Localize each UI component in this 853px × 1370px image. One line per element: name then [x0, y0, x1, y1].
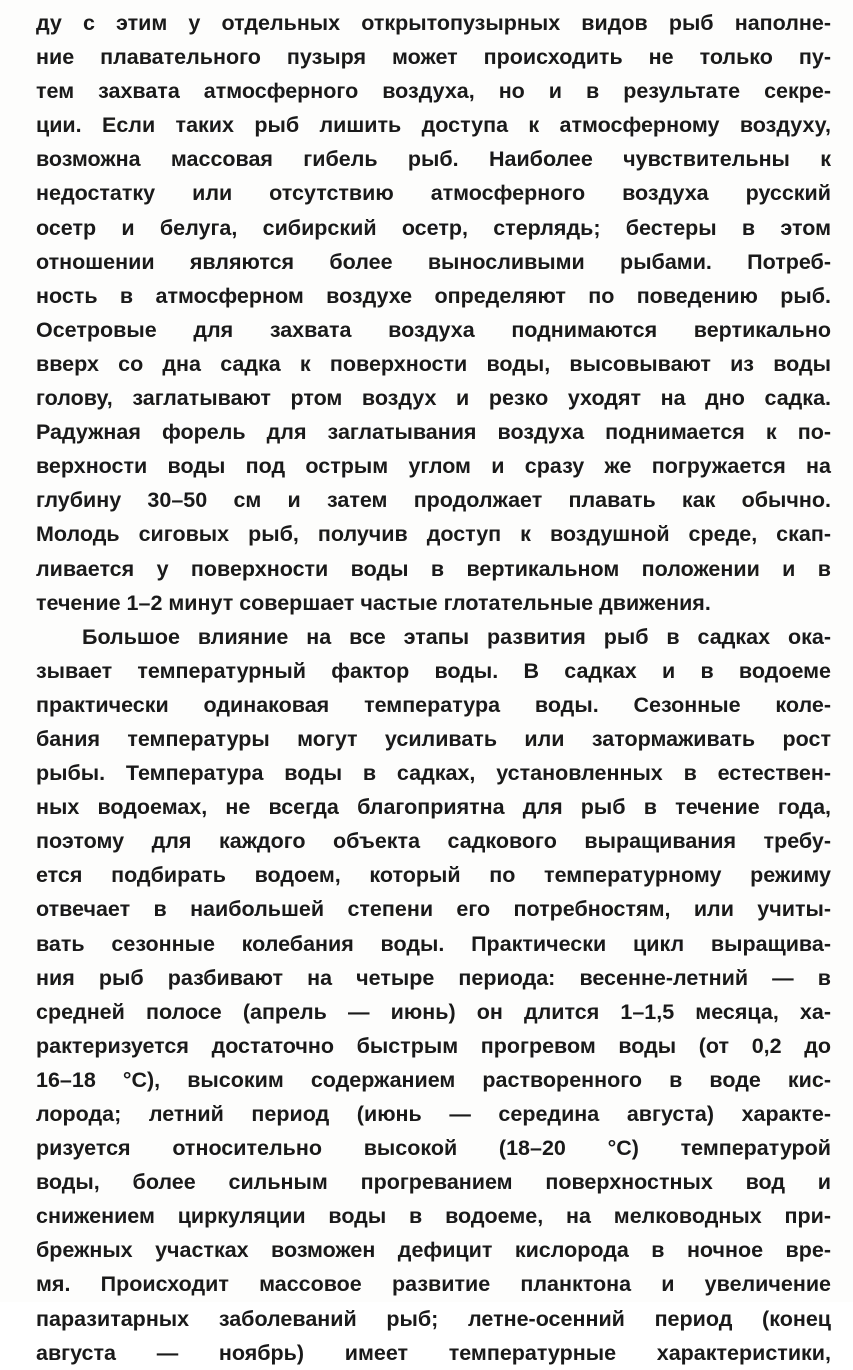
text-line: Молодь сиговых рыб, получив доступ к воздушной среде, скап-: [36, 522, 831, 547]
text-line: ние плавательного пузыря может происходить не только пу-: [36, 45, 831, 70]
text-line: верхности воды под острым углом и сразу же погружается на: [36, 454, 831, 479]
text-line: ливается у поверхности воды в вертикальном положении и в: [36, 556, 831, 581]
text-line: глубину 30–50 см и затем продолжает плавать как обычно.: [36, 488, 831, 513]
text-line: ду с этим у отдельных открытопузырных видов рыб наполне-: [36, 11, 831, 35]
text-line: отношении являются более выносливыми рыбами. Потреб-: [36, 249, 831, 274]
text-line: вать сезонные колебания воды. Практически цикл выращива-: [36, 931, 831, 956]
text-line: ния рыб разбивают на четыре периода: весенне-летний — в: [36, 965, 831, 990]
text-line: Осетровые для захвата воздуха поднимаются вертикально: [36, 317, 831, 342]
text-line: бания температуры могут усиливать или затормаживать рост: [36, 726, 831, 751]
text-line: паразитарных заболеваний рыб; летне-осенний период (конец: [36, 1306, 831, 1331]
body-text: [36, 6, 831, 1370]
text-line: голову, заглатывают ртом воздух и резко уходят на дно садка.: [36, 386, 831, 411]
text-line: вверх со дна садка к поверхности воды, высовывают из воды: [36, 351, 831, 376]
text-line: ризуется относительно высокой (18–20 °С) температурой: [36, 1136, 831, 1161]
text-line: поэтому для каждого объекта садкового выращивания требу-: [36, 829, 831, 854]
text-line: рыбы. Температура воды в садках, установленных в естествен-: [36, 761, 831, 786]
text-line: снижением циркуляции воды в водоеме, на мелководных при-: [36, 1204, 831, 1229]
text-line: отвечает в наибольшей степени его потребностям, или учиты-: [36, 897, 831, 922]
text-line: мя. Происходит массовое развитие планктона и увеличение: [36, 1272, 831, 1297]
text-line: практически одинаковая температура воды. Сезонные коле-: [36, 692, 831, 717]
text-line: возможна массовая гибель рыб. Наиболее чувствительны к: [36, 147, 831, 172]
text-line: брежных участках возможен дефицит кислорода в ночное вре-: [36, 1238, 831, 1263]
text-line: осетр и белуга, сибирский осетр, стерлядь; бестеры в этом: [36, 215, 831, 240]
text-line: ность в атмосферном воздухе определяют по поведению рыб.: [36, 283, 831, 308]
text-line: тем захвата атмосферного воздуха, но и в результате секре-: [36, 79, 831, 104]
text-line: Большое влияние на все этапы развития рыб в садках ока-: [82, 624, 831, 649]
text-line: средней полосе (апрель — июнь) он длится 1–1,5 месяца, ха-: [36, 999, 831, 1024]
text-line: воды, более сильным прогреванием поверхностных вод и: [36, 1170, 831, 1195]
text-line: августа — ноябрь) имеет температурные характеристики,: [36, 1340, 831, 1365]
text-line: 16–18 °С), высоким содержанием растворенного в воде кис-: [36, 1067, 831, 1092]
text-line: зывает температурный фактор воды. В садках и в водоеме: [36, 658, 831, 683]
text-line: ных водоемах, не всегда благоприятна для рыб в течение года,: [36, 795, 831, 820]
text-line: рактеризуется достаточно быстрым прогревом воды (от 0,2 до: [36, 1033, 831, 1058]
text-line: лорода; летний период (июнь — середина августа) характе-: [36, 1102, 831, 1126]
text-line: Радужная форель для заглатывания воздуха поднимается к по-: [36, 420, 831, 445]
text-line: ции. Если таких рыб лишить доступа к атмосферному воздуху,: [36, 113, 831, 138]
text-line: течение 1–2 минут совершает частые глотательные движения.: [36, 590, 711, 615]
text-line: ется подбирать водоем, который по температурному режиму: [36, 863, 831, 888]
text-line: недостатку или отсутствию атмосферного воздуха русский: [36, 181, 831, 206]
